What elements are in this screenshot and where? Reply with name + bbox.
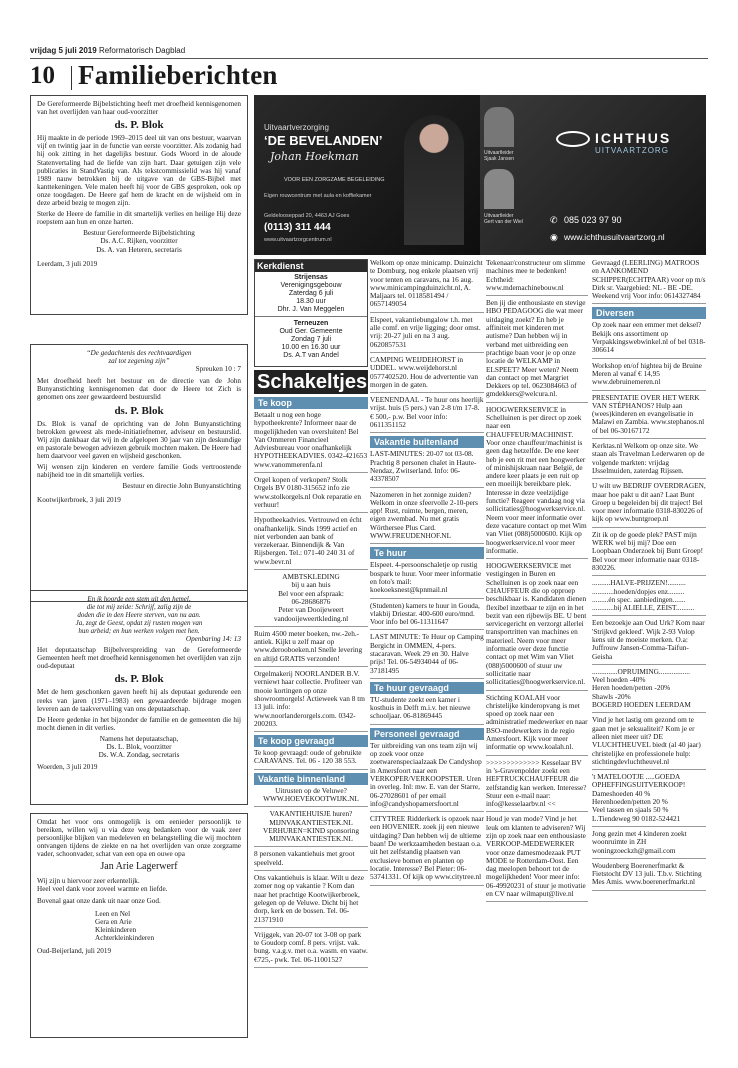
notice-line: Wij zijn u hiervoor zeer erkentelijk. [37,876,140,885]
section-header: Vakantie buitenland [370,436,484,448]
classified-ad: Ruim 4500 meter boeken, nw.-2eh.-antiek. Kijkt u zelf maar op www.derooboeken.nl Snelle levering en altijd GRATIS verzonden! [254,630,368,667]
thank-you-notice [30,813,248,1038]
notice-body: Hij maakte in de periode 1969–2015 deel uit van ons bestuur, waarvan vijf en twintig jaar in de functie van eerste voorzitter. Als zodanig had hij ook zitting in het dagelijks bestuur. Gods Woord in de aloude Statenvertaling had de liefde van zijn hart. Daar getuigen zijn vele publicaties in StandVastig van. Als tekstcommissielid was hij vanaf 1989 nauw betrokken bij de uitgave van de GBS-Bijbel met kanttekeningen. Vele malen heeft hij voor de GBS gesproken, ook op onze toogdagen. De Heere gaf hem de kracht en de wijsheid om in deze arbeid bezig te mogen zijn. [37,134,241,208]
classified-ad [592,668,706,713]
church-location: Verenigingsgebouw [280,282,342,289]
title-divider [71,66,72,90]
notice-intro: Het deputaatschap Bijbelverspreiding van de Gereformeerde Gemeenten heeft met droefheid kennisgenomen het overlijden van zijn oud-deputaat [37,646,241,671]
ad-web: www.ichthusuitvaartzorg.nl [564,232,665,242]
ad-line: Bel voor een afspraak: [278,588,344,598]
deceased-name: ds. P. Blok [114,119,164,132]
classified-ad: HOOGWERKSERVICE met vestigingen in Buren en Schelluinen is op zoek naar een CHAUFFEUR die op opproep beschikbaar is. Kandidaten dienen flexibel inzetbaar te zijn en in het bezit van een rijbewijs BE. U bent servicegericht en verzorgt allerlei transportritten van machines en materieel. Neem voor meer informatie over deze functie contact op met Wim van Vliet (088)5000600 of stuur uw sollicitatie naar sollicitaties@hoogwerkservice.nl. [486,562,588,690]
header-date: vrijdag 5 juli 2019 [30,46,97,55]
notice-place: Oud-Beijerland, juli 2019 [37,947,112,956]
ad-line: 06-28686876 [291,596,331,606]
classified-ad: Jong gezin met 4 kinderen zoekt woonruimte in ZH woningzoeckzh@gmail.com [592,830,706,859]
classified-ad: Elspeet, vakantiebungalow t.h. met alle comf. en vrije ligging; door omst. vrij: 20-27 juli en na 3 aug. 0620857531 [370,316,484,353]
obituary-deputaatschap [30,590,248,805]
classified-ad: Orgel kopen of verkopen? Stolk Orgels BV 0180-315652 info zie www.stolkorgels.nl Ook reparatie en verhuur! [254,476,368,513]
classified-ad: Gevraagd (LEERLING) MATROOS en AANKOMEND SCHIPPER(ECHTPAAR) voor op m/s Dirk sr. Vaargebied: NL - BE -DE. Weekend vrij Voor info: 0614327484 [592,259,706,304]
church-location: Oud Ger. Gemeente [279,328,343,335]
classifieds-col-5 [592,259,706,1042]
ad-line: .........én spec. aanbiedingen....... [592,594,686,604]
ad-brand: ICHTHUS [595,130,672,146]
classified-ad [592,773,706,827]
poem-line: die tot mij zeide: Schrijf, zalig zijn de [86,603,192,611]
notice-body: Met de hem geschonken gaven heeft hij als deputaat gedurende een reeks van jaren (1971–1983) een gewaardeerde bijdrage mogen leveren aan de taakvervulling van ons deputaatschap. [37,688,241,713]
classified-ad: Kerktas.nl Welkom op onze site. We staan als Travelman Lederwaren op de volgende markten: vrijdag IJsselmuiden, zaterdag Rijssen. [592,442,706,479]
classified-ad: Welkom op onze minicamp. Duinzicht te Domburg, nog enkele plaatsen vrij voor tenten en caravans, na 16 aug. www.minicampingduinzicht.nl, A. Maljaars tel. 0118581494 / 0657149054 [370,259,484,313]
schakeltjes-title: Schakeltjes [254,370,368,394]
classified-ad: >>>>>>>>>>>>> Kesselaar BV in 's-Gravenpolder zoekt een HEFTRUCKCHAUFFEUR die zelfstandig kan werken. Interesse? Stuur een e-mail naar: info@kesselaarbv.nl << [486,759,588,813]
notice-place: Woerden, 3 juli 2019 [37,763,98,772]
person-photo [484,169,514,209]
notice-place: Kootwijkerbroek, 3 juli 2019 [37,496,121,505]
classified-ad: VEENENDAAL - Te huur ons heerlijk vrijst. huis (5 pers.) van 2-8 t/m 17-8. € 500,- p.w. Bel voor info: 0611351152 [370,396,484,433]
classified-ad: LAST MINUTE: Te Huur op Camping Bergicht in OMMEN, 4-pers. stacaravan. Week 29 en 30. Halve prijs! Tel. 06-54934044 of 06-37181495 [370,633,484,678]
section-header: Te koop gevraagd [254,735,368,747]
section-header: Vakantie binnenland [254,773,368,785]
classified-ad: CITYTREE Ridderkerk is opzoek naar een HOVENIER. zoek jij een nieuwe uitdaging? Dan hebben wij de ultieme baan! De werkzaamheden bestaan o.a. uit het zelfstandig plaatsen van exclusieve bomen en planten op locatie. Interesse? Bel Pieter: 06-53741331. Of kijk op www.citytree.nl [370,815,484,885]
classified-ad: Vind je het lastig om gezond om te gaan met je seksualiteit? Kom je er alleen niet meer uit? DE VLUCHTHEUVEL biedt (al 40 jaar) christelijke en professionele hulp: stichtingdevluchtheuvel.nl [592,716,706,770]
ad-line: AMBTSKLEDING [282,572,340,582]
ad-phone: (0113) 311 444 [264,222,331,233]
classified-ad: Nazomeren in het zonnige zuiden? Welkom in onze sfeervolle 2-10-pers app! Rust, ruimte, bergen, meren, eigen zwembad. Nu met gratis Wörthersee Plus Card. WWW.FREUDENHOF.NL [370,491,484,545]
classified-ad: Woudenberg Boerenerfmarkt & Fietstocht DV 13 juli. T.b.v. Stichting Mes Amis. www.boerenerfmarkt.nl [592,862,706,891]
notice-body: De Heere gedenke in het bijzonder de familie en de gemeenten die hij mocht dienen in dit verlies. [37,715,241,732]
staff-name: Sjaak Jansen [484,156,515,162]
ad-line: Heren hoeden/petten -20% [592,683,671,693]
classified-ad [254,573,368,627]
signature: Namens het deputaatschap, [99,734,179,743]
classifieds-col-3 [370,259,484,1042]
notice-intro: De Gereformeerde Bijbelstichting heeft met droefheid kennisgenomen van het overlijden van haar oud-voorzitter [37,100,241,117]
classified-ad: Betaalt u nog een hoge hypotheekrente? Informeer naar de mogelijkheden van oversluiten! Bel Van Ommeren Financieel Adviesbureau voor onafhankelijk HYPOTHEEKADVIES. 0342-421653 www.vanommerenfa.nl [254,411,368,473]
classified-ad [254,810,368,847]
ad-line: BOGERD HOEDEN LEERDAM [592,700,691,710]
classified-ad: Ben jij die enthousiaste en stevige HBO PEDAGOOG die wat meer uitdaging zoekt? En heb je affiniteit met kinderen met autisme? Dan hebben wij in verband met uitbreiding een prachtige baan voor je op onze locatie de WELKAMP in ELSPEET? Meer weten? Neem dan contact op met Margriet Dekkers op tel. 0623084663 of gmdekkers@welcura.nl. [486,299,588,403]
notice-line: Heel veel dank voor zoveel warmte en liefde. [37,884,168,893]
classified-ad: (Studenten) kamers te huur in Gouda, vlakbij Driestar. 400-600 euro/mnd. Voor info bel 06-11311647 [370,602,484,631]
fish-logo-icon [556,131,590,147]
staff-label: Uitvaartleider [484,150,514,156]
signature: Ds. L. Blok, voorzitter [106,743,172,752]
classified-ad: 8 personen vakantiehuis met groot speelveld. [254,850,368,871]
ad-web: www.uitvaartzorgcentrum.nl [264,237,332,243]
deceased-name: Jan Arie Lagerwerf [100,861,178,873]
classified-ad: Houd je van mode? Vind je het leuk om klanten te adviseren? Wij zijn op zoek naar een enthousiaste VERKOOP-MEDEWERKER voor onze damesmodezaak PUT MODE te Rotterdam-Oost. Een dag meelopen behoort tot de mogelijkheden! Voor meer info: 06-49920231 of stuur je motivatie en CV naar wilmaput@live.nl [486,815,588,902]
ad-line: MIJNVAKANTIESTEK.NL [269,817,353,827]
section-header: Te huur gevraagd [370,682,484,694]
signature: Ds. W.A. Zondag, secretaris [98,751,180,760]
quote-ref: Spreuken 10 : 7 [195,365,241,374]
notice-line: Bovenal gaat onze dank uit naar onze God. [37,896,161,905]
poem-ref: Openbaring 14: 13 [185,635,241,643]
ad-ichthus [480,95,706,255]
ad-line: L.Tiendeweg 90 0182-524421 [592,813,681,823]
classified-ad: Stichting KOALAH voor christelijke kinderopvang is met spoed op zoek naar een administratief medewerker en naar BSO-medewerkers in de regio Amersfoort. Kijk voor meer informatie op www.koalah.nl. [486,694,588,756]
ad-line: 't MATELOOTJE .....GOEDA [592,772,681,782]
service-time: 10.00 en 16.30 uur [281,344,341,351]
classified-ad: Ons vakantiehuis is klaar. Wilt u deze zomer nog op vakantie ? Kom dan naar het prachtige Kootwijkerbroek, gelegen op de Veluwe. Dicht bij het dorp, kerk en de bossen. Tel. 06-21371910 [254,874,368,928]
ad-line: vandooijeweertkleding.nl [273,613,349,623]
person-photo [404,115,464,245]
phone-icon: ✆ [550,215,558,225]
classified-ad [592,579,706,616]
classified-ad: U wilt uw BEDRIJF OVERDRAGEN, maar hoe pakt u dit aan? Laat Bunt Groep u begeleiden bij dit traject! Bel voor meer informatie 0318-830226 of kijk op www.buntgroep.nl [592,482,706,527]
classified-ad: Workshop en/of highteа bij de Bruine Meren al vanaf € 14,95 www.debruinemeren.nl [592,362,706,391]
church-place: Strijensas [294,274,328,281]
ad-line: bij u aan huis [291,580,331,590]
globe-icon: ◉ [550,232,558,242]
signature: Ds. A. van Heteren, secretaris [96,245,182,254]
ad-line: VOOR EEN ZORGZAME BEGELEIDING [284,177,385,183]
notice-body: Omdat het voor ons onmogelijk is om eenieder persoonlijk te bereiken, willen wij u via deze weg bedanken voor de vaak zeer persoonlijke blijken van medeleven en belangstelling die wij mochten ontvangen tijdens de ziekte en na het overlijden van onze zorgzame vader, schoonvader, schat van een opa en ouwe opa [37,818,241,859]
top-divider [30,58,708,59]
notice-body: Sterke de Heere de familie in dit smartelijk verlies en heilige Hij deze roepstem aan hun en onze harten. [37,210,241,227]
ad-phone: 085 023 97 90 [564,215,622,225]
classified-ad: Orgelmakerij NOORLANDER B.V. verniewt haar collectie. Profiteer van mooie kortingen op onze showroomorgels! Actieweek van 8 tm 13 juli. info: www.noorlanderorgels.com. 0342-200203. [254,670,368,732]
ad-line: ..............OPRUIMING................. [592,666,690,676]
ad-line: Dameshoeden 40 % [592,788,651,798]
service-date: Zaterdag 6 juli [288,290,334,297]
ad-line: Veel tassen en sjaals 50 % [592,805,669,815]
preacher: Dhr. J. Van Meggelen [255,306,367,317]
notice-place: Leerdam, 3 juli 2019 [37,259,98,268]
classified-ad: Ter uitbreiding van ons team zijn wij op zoek voor onze zoetwarenspeciaalzaak De Candyshop in Amersfoort naar een VERKOPER/VERKOOPSTER. Uren in overleg. Inl: mw. E. van der Starre, 06-27028601 of per email info@candyshopamersfoort.nl [370,742,484,812]
classified-ad: Zit ik op de goede plek? PAST mijn WERK wel bij mij? Doe een Loopbaan Onderzoek bij Bunt Groep! Bel voor meer informatie naar 0318-830226. [592,531,706,576]
poem-line: hun arbeid; en hun werken volgen met hen. [78,627,200,635]
classifieds-col-4 [486,259,588,1042]
quote: zal tot zegening zijn” [108,357,170,366]
signature: Ds. A.C. Rijken, voorzitter [100,237,178,246]
family-name: Kleinkinderen [95,926,137,935]
notice-body: Ds. Blok is vanaf de oprichting van de John Bunyanstichting betrokken geweest als mede-initiatiefnemer, adviseur en bestuurslid. Wij zijn dankbaar dat wij in de afgelopen 30 jaar van zijn deskundige en pastorale bewogen adviezen gebruik mochten maken. De Heere had hem daarvoor veel gaven en wijsheid geschonken. [37,419,241,461]
ad-line: ............bij ALIELLE, ZEIST.......... [592,603,695,613]
kerkdienst-title: Kerkdienst [255,260,367,272]
ad-line: Shawls -20% [592,691,631,701]
poem-line: Ja, zegt de Geest, opdat zij rusten mogen van [75,619,203,627]
classified-ad: Vrijggek, van 20-07 tot 3-08 op park te Goudorp comf. 8 pers. vrijst. vak. bung. v.a.g.v. met o.a. wasm. en vaatw. €725,- pwk. Tel. 06-11001527 [254,931,368,968]
section-header: Personeel gevraagd [370,728,484,740]
quote: “De gedachtenis des rechtvaardigen [86,349,192,357]
ad-person: Johan Hoekman [270,150,359,163]
obituary-bunyan [30,344,248,602]
classified-ad: TU-studente zoekt een kamer i kosthuis in Delft m.i.v. het nieuwe schooljaar. 06-81869445 [370,696,484,725]
service-time: 18.30 uur [296,298,326,305]
deceased-name: ds. P. Blok [114,404,164,417]
ad-line: OPHEFFINGSUITVERKOOP! [592,780,686,790]
ad-line: Veel hoeden -40% [592,675,646,685]
staff-name: Gert van der Wiel [484,219,523,225]
poem-line: doden die in den Heere sterven, van nu aan. [77,611,201,619]
family-name: Leen en Nel [95,909,131,918]
ad-line: WWW.HOEVEKOOTWIJK.NL [263,793,359,803]
classified-ad: Op zoek naar een emmer met deksel? Bekijk ons assortiment op Verpakkingswebwinkel.nl of bel 0318-306614 [592,321,706,358]
ad-brand-sub: UITVAARTZORG [595,146,669,155]
notice-body: Wij wensen zijn kinderen en verdere familie Gods vertroostende nabijheid toe in dit smartelijk verlies. [37,463,241,480]
ad-line: VERHUREN=KIND sponsoring [263,825,359,835]
ad-line: Uitrusten op de Veluwe? [275,785,347,795]
classified-ad: CAMPING WEIJDEHORST in UDDEL. www.weijdehorst.nl 0577402520. Hou de advertentie van morgen in de gaten. [370,356,484,393]
staff-label: Uitvaartleider [484,213,514,219]
classified-ad: Elspeet. 4-persoonschaletje op rustig bospark te huur. Voor meer informatie en foto's mail: koekoeksnest@kpnmail.nl [370,561,484,598]
classified-ad: Tekenaar/constructeur om slimme machines mee te bedenken! Echtheid: www.mdemachinebouw.nl [486,259,588,296]
deceased-name: ds. P. Blok [114,673,164,686]
ad-line: Eigen rouwcentrum met aula en koffiekamer [264,193,372,199]
classified-ad: HOOGWERKSERVICE in Schelluinen is per direct op zoek naar een CHAUFFEUR/MACHINIST. Voor onze chauffeur/machinist is geen dag hetzelfde. De ene keer heb je een rit met een hoogwerker of minishijskraan naar België, de andere keer plaats je een ruit op een moeilijk bereikbare plek. Interesse in deze veelzijdige functie? Reageer vandaag nog via sollicitaties@hoogwerkservice.nl. Neem voor meer informatie over deze vacature contact op met Wim van Vliet (088)5000600. Kijk op hoogwerkservice.nl voor meer informatie. [486,406,588,559]
ad-line: MIJNVAKANTIESTEK.NL [269,834,353,844]
person-photo [484,107,514,147]
ad-tag: Uitvaartverzorging [264,123,329,132]
signature: Bestuur Gereformeerde Bijbelstichting [83,229,195,238]
preacher: Ds. A.T van Andel [283,352,339,359]
classified-ad: PRESENTATIE OVER HET WERK VAN STÉPHANOS? Hulp aan (wees)kinderen en evangelisatie in Malawi en Zambia. www.stephanos.nl of bel 06-30167172 [592,394,706,439]
classified-ad: Te koop gevraagd: oude of gebruikte CARAVANS. Tel. 06 - 120 38 553. [254,749,368,770]
poem-line: En ik hoorde een stem uit den hemel, [87,595,191,603]
family-name: Gera en Arie [95,917,132,926]
ad-line: ..........HALVE-PRIJZEN!.......... [592,578,686,588]
ad-de-bevelanden [254,95,480,255]
ad-line: VAKANTIEHUISJE huren? [269,809,353,819]
classified-ad [254,787,368,808]
page-title: Familieberichten [78,60,278,90]
header-paper: Reformatorisch Dagblad [98,46,186,55]
signature: Bestuur en directie John Bunyanstichting [122,482,241,491]
classified-ad: Hypotheekadvies. Vertrouwd en écht onafhankelijk. Sinds 1999 actief en niet verbonden aan bank of verzekeraar. Binnendijk & Van Rijsbergen. Tel.: 071-40 240 31 of www.bevr.nl [254,516,368,570]
notice-intro: Met droefheid heeft het bestuur en de directie van de John Bunyanstichting kennisgenomen dat door de Heere tot Zich is genomen ons zeer gewaardeerd bestuurslid [37,377,241,402]
ad-brand: ‘DE BEVELANDEN’ [264,133,383,148]
ad-line: Peter van Dooijeweert [278,605,344,615]
section-header: Te koop [254,397,368,409]
church-place: Terneuzen [293,320,329,327]
page-header [30,46,185,55]
obituary-gbs [30,95,248,315]
ad-line: ............hoeden/dopjes enz......... [592,586,685,596]
kerkdienst-box [254,259,368,367]
ad-line: Herenhoeden/petten 20 % [592,797,668,807]
ad-address: Geldelooseppad 20, 4463 AJ Goes [264,213,350,219]
section-header: Te huur [370,547,484,559]
classifieds-col-2 [254,370,368,1042]
service-date: Zondag 7 juli [290,336,332,343]
page-number: 10 [30,62,55,89]
classified-ad: LAST-MINUTES: 20-07 tot 03-08. Prachtig 8 personen chalet in Haute-Nendaz, Zwitserland. Info: 06-43378507 [370,450,484,487]
section-header: Diversen [592,307,706,319]
family-name: Achterkleinkinderen [95,934,155,943]
classified-ad: Een bezoekje aan Oud Urk? Kom naar 'Strijkvd gekleed'. Wijk 2-93 Volop kens uit de moeiste merken. O.a: Juffrouw Jansen-Comma-Taifun-Geisha [592,619,706,664]
